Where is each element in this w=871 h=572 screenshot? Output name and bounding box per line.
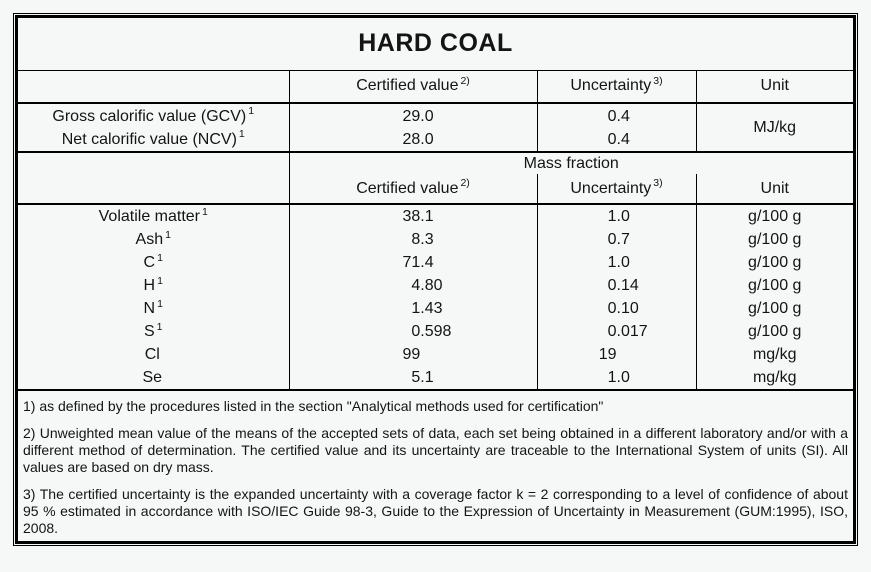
uncertainty-label: Uncertainty [570, 179, 652, 197]
analyte-uncertainty-cell [537, 204, 696, 228]
calorific-labels-cell [18, 103, 289, 152]
calorific-unit-cell: MJ/kg [696, 103, 853, 152]
analyte-value: 1 .43 [411, 300, 443, 317]
analyte-uncertainty-cell [537, 228, 696, 251]
calorific-values-row [18, 103, 853, 152]
ncv-label: Net calorific value (NCV) [61, 130, 237, 148]
certified-value-label: Certified value [356, 179, 459, 197]
footnotes-row [18, 390, 853, 547]
ncv-uncertainty: 0 .4 [607, 130, 630, 148]
title-row [18, 18, 853, 70]
analyte-label-cell [18, 343, 289, 366]
header-uncertainty [537, 70, 696, 103]
footnote-ref-1: 1 [165, 228, 171, 241]
page-title: HARD COAL [358, 29, 513, 58]
calorific-uncertainties-cell [537, 103, 696, 152]
analyte-label-cell [18, 228, 289, 251]
gcv-uncertainty: 0 .4 [607, 107, 630, 125]
analyte-label: N [143, 300, 156, 317]
analyte-uncertainty-cell [537, 320, 696, 343]
analyte-uncertainty: 0 .14 [607, 277, 639, 294]
analyte-label-cell [18, 204, 289, 228]
footnote-ref-1: 1 [202, 205, 208, 218]
mass-fraction-header-cell: Mass fraction [523, 154, 619, 172]
analyte-label: Volatile matter [98, 208, 201, 225]
footnote-ref-1: 1 [157, 297, 163, 310]
analyte-value-cell [289, 274, 537, 297]
footnote-ref-1: 1 [157, 251, 163, 264]
analyte-value: 99 [402, 346, 421, 363]
analyte-value: 71 .4 [402, 254, 434, 271]
header2-uncertainty [537, 174, 696, 204]
table-row-hydrogen [18, 274, 853, 297]
analyte-uncertainty-cell [537, 366, 696, 390]
header-row-1 [18, 70, 853, 103]
analyte-uncertainty: 1 .0 [607, 369, 630, 386]
footnote-2: 2) Unweighted mean value of the means of the accepted sets of data, each set being obtained in a different laboratory and/or with a different method of determination. The certified value and its uncertainty are traceable to the International System of units (SI). All values are based on dry mass. [23, 425, 848, 475]
analyte-label-cell [18, 366, 289, 390]
table-row-nitrogen [18, 297, 853, 320]
certificate-outer-frame [13, 13, 858, 546]
analyte-uncertainty: 0 .017 [607, 323, 648, 340]
analyte-uncertainty: 1 .0 [607, 254, 630, 271]
table-row-ash [18, 228, 853, 251]
table-row-selenium [18, 366, 853, 390]
gcv-label-line [20, 105, 287, 128]
uncertainty-label: Uncertainty [570, 77, 652, 95]
footnote-1: 1) as defined by the procedures listed in the section "Analytical methods used for certification" [23, 398, 604, 414]
analyte-unit-cell: g/100 g [748, 300, 802, 317]
certificate-table [18, 18, 853, 547]
analyte-label-cell [18, 274, 289, 297]
analyte-unit-cell: g/100 g [748, 208, 802, 225]
analyte-label: S [143, 323, 155, 340]
calorific-values-cell [289, 103, 537, 152]
analyte-unit-cell: g/100 g [748, 254, 802, 271]
document-title-cell [18, 18, 853, 70]
header2-certified-value [289, 174, 537, 204]
analyte-value-cell [289, 366, 537, 390]
header-unit: Unit [696, 70, 853, 103]
analyte-unit-cell: mg/kg [696, 366, 853, 390]
footnotes-block [18, 390, 853, 547]
analyte-label: Cl [144, 346, 160, 363]
analyte-value-cell [289, 204, 537, 228]
analyte-value-cell [289, 343, 537, 366]
footnote-ref-1: 1 [157, 274, 163, 287]
analyte-value-cell [289, 320, 537, 343]
footnote-ref-1: 1 [238, 128, 245, 141]
footnote-ref-2: 2) [460, 74, 470, 87]
analyte-value: 5 .1 [411, 369, 434, 386]
analyte-label: Se [142, 369, 163, 386]
table-row-chlorine [18, 343, 853, 366]
footnote-ref-1: 1 [156, 320, 163, 333]
footnote-ref-2: 2) [460, 177, 470, 190]
analyte-uncertainty: 1 .0 [607, 208, 630, 225]
header-certified-value [289, 70, 537, 103]
analyte-uncertainty: 0 .7 [607, 231, 630, 248]
analyte-value: 8 .3 [411, 231, 434, 248]
analyte-unit-cell: g/100 g [748, 323, 802, 340]
gcv-value: 29 .0 [402, 107, 434, 125]
analyte-value: 38 .1 [402, 208, 434, 225]
header-empty-cell [18, 70, 289, 103]
certificate-inner-frame [15, 15, 856, 544]
analyte-uncertainty-cell [537, 251, 696, 274]
analyte-unit-cell: mg/kg [752, 346, 797, 363]
mass-fraction-empty-cell [18, 152, 289, 204]
analyte-value-cell [289, 228, 537, 251]
certified-value-label: Certified value [356, 77, 459, 95]
table-row-carbon [18, 251, 853, 274]
analyte-label: H [143, 277, 156, 294]
footnote-3: 3) The certified uncertainty is the expanded uncertainty with a coverage factor k = 2 corresponding to a level of confidence of about 95 % estimated in accordance with ISO/IEC Guide 98-3, Guide to the Expression of Uncertainty in Measurement (GUM:1995), ISO, 2008. [23, 486, 848, 536]
analyte-value-cell [289, 297, 537, 320]
analyte-uncertainty-cell [537, 343, 696, 366]
footnote-ref-3: 3) [653, 177, 663, 190]
analyte-uncertainty: 0 .10 [607, 300, 639, 317]
analyte-label-cell [18, 297, 289, 320]
analyte-label-cell [18, 320, 289, 343]
analyte-label: C [143, 254, 156, 271]
footnote-ref-3: 3) [653, 74, 663, 87]
analyte-uncertainty-cell [537, 274, 696, 297]
header2-unit: Unit [696, 174, 853, 204]
analyte-unit-cell: g/100 g [748, 231, 802, 248]
footnote-ref-1: 1 [248, 105, 255, 118]
table-row-volatile-matter [18, 204, 853, 228]
gcv-label: Gross calorific value (GCV) [52, 107, 247, 125]
analyte-value: 4 .80 [411, 277, 443, 294]
ncv-label-line [20, 128, 287, 151]
table-row-sulfur [18, 320, 853, 343]
analyte-label-cell [18, 251, 289, 274]
analyte-uncertainty-cell [537, 297, 696, 320]
analyte-unit-cell: g/100 g [748, 277, 802, 294]
analyte-value-cell [289, 251, 537, 274]
analyte-value: 0 .598 [411, 323, 452, 340]
analyte-label: Ash [135, 231, 164, 248]
analyte-uncertainty: 19 [598, 346, 617, 363]
ncv-value: 28 .0 [402, 130, 434, 148]
mass-fraction-row [18, 152, 853, 174]
